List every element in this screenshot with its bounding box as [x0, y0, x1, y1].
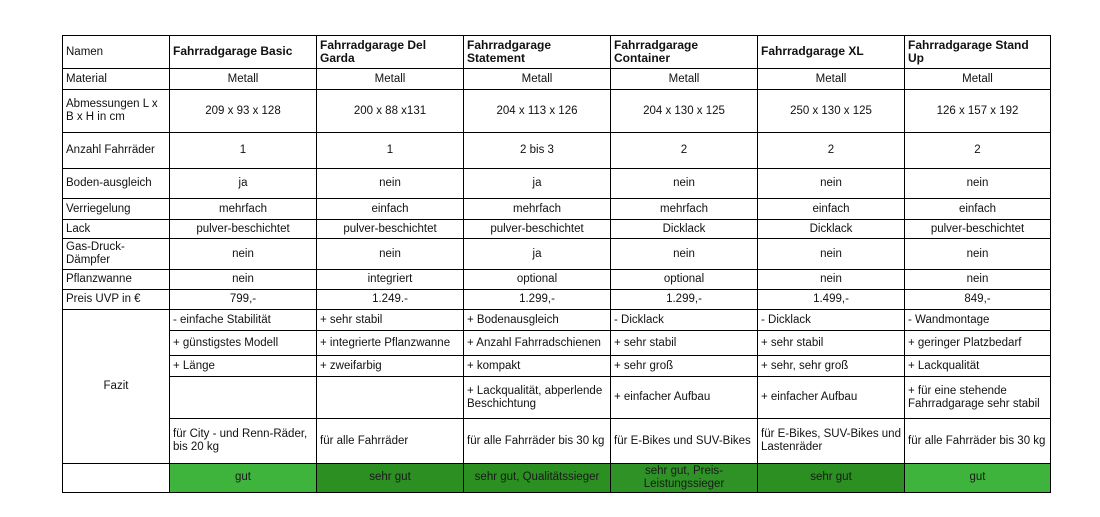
rating-badge: gut	[170, 464, 317, 493]
fazit-cell	[170, 377, 317, 419]
fazit-cell: + geringer Platzbedarf	[905, 331, 1051, 356]
fazit-cell: + zweifarbig	[317, 356, 464, 377]
fazit-row	[63, 419, 1051, 464]
fazit-row	[63, 331, 1051, 356]
row-label: Material	[63, 69, 170, 90]
spec-row-gas-damper	[63, 239, 1051, 270]
spec-cell: nein	[317, 239, 464, 270]
product-name-del-garda: Fahrradgarage Del Garda	[317, 36, 464, 69]
spec-cell: 1	[170, 133, 317, 169]
fazit-cell: + sehr stabil	[317, 310, 464, 331]
spec-cell: einfach	[905, 199, 1051, 220]
spec-cell: Metall	[464, 69, 611, 90]
spec-cell: nein	[317, 169, 464, 199]
row-label-names: Namen	[63, 36, 170, 69]
spec-cell: nein	[611, 169, 758, 199]
fazit-cell: + einfacher Aufbau	[758, 377, 905, 419]
spec-cell: mehrfach	[611, 199, 758, 220]
spec-cell: ja	[464, 239, 611, 270]
fazit-cell: - Dicklack	[611, 310, 758, 331]
spec-row-price	[63, 290, 1051, 310]
spec-cell: Metall	[170, 69, 317, 90]
fazit-label: Fazit	[63, 310, 170, 464]
price-cell: 1.299,-	[611, 290, 758, 310]
spec-cell: 2	[611, 133, 758, 169]
row-label: Verriegelung	[63, 199, 170, 220]
rating-row	[63, 464, 1051, 493]
fazit-cell: für alle Fahrräder bis 30 kg	[905, 419, 1051, 464]
spec-cell: optional	[611, 270, 758, 290]
rating-badge: sehr gut	[317, 464, 464, 493]
spec-cell: nein	[905, 270, 1051, 290]
spec-cell: Dicklack	[611, 220, 758, 239]
spec-cell: nein	[611, 239, 758, 270]
fazit-cell: + integrierte Pflanzwanne	[317, 331, 464, 356]
spec-row-material	[63, 69, 1051, 90]
spec-cell: 2	[905, 133, 1051, 169]
price-cell: 1.249.-	[317, 290, 464, 310]
spec-row-bike-count	[63, 133, 1051, 169]
spec-cell: 209 x 93 x 128	[170, 90, 317, 133]
spec-cell: 2	[758, 133, 905, 169]
spec-row-dimensions	[63, 90, 1051, 133]
spec-row-ground-leveling	[63, 169, 1051, 199]
product-name-xl: Fahrradgarage XL	[758, 36, 905, 69]
fazit-cell: + Länge	[170, 356, 317, 377]
spec-cell: nein	[758, 239, 905, 270]
spec-cell: 200 x 88 x131	[317, 90, 464, 133]
spec-cell: pulver-beschichtet	[170, 220, 317, 239]
fazit-cell: für City - und Renn-Räder, bis 20 kg	[170, 419, 317, 464]
spec-row-locking	[63, 199, 1051, 220]
fazit-cell: + sehr groß	[611, 356, 758, 377]
fazit-cell: + sehr stabil	[758, 331, 905, 356]
header-row	[63, 36, 1051, 69]
spec-cell: mehrfach	[170, 199, 317, 220]
fazit-cell: für E-Bikes und SUV-Bikes	[611, 419, 758, 464]
fazit-cell: - Dicklack	[758, 310, 905, 331]
fazit-cell: + für eine stehende Fahrradgarage sehr stabil	[905, 377, 1051, 419]
row-label: Anzahl Fahrräder	[63, 133, 170, 169]
spec-cell: pulver-beschichtet	[464, 220, 611, 239]
fazit-cell: - Wandmontage	[905, 310, 1051, 331]
spec-cell: Metall	[758, 69, 905, 90]
fazit-cell: für alle Fahrräder	[317, 419, 464, 464]
spec-cell: Dicklack	[758, 220, 905, 239]
fazit-cell: für alle Fahrräder bis 30 kg	[464, 419, 611, 464]
spec-cell: einfach	[317, 199, 464, 220]
product-name-container: Fahrradgarage Container	[611, 36, 758, 69]
fazit-cell: + sehr, sehr groß	[758, 356, 905, 377]
product-name-statement: Fahrradgarage Statement	[464, 36, 611, 69]
spec-cell: nein	[170, 239, 317, 270]
price-cell: 799,-	[170, 290, 317, 310]
spec-cell: Metall	[905, 69, 1051, 90]
spec-cell: 250 x 130 x 125	[758, 90, 905, 133]
row-label: Preis UVP in €	[63, 290, 170, 310]
row-label: Boden-ausgleich	[63, 169, 170, 199]
spec-cell: 126 x 157 x 192	[905, 90, 1051, 133]
rating-badge: sehr gut	[758, 464, 905, 493]
rating-badge: gut	[905, 464, 1051, 493]
fazit-cell: + Lackqualität, abperlende Beschichtung	[464, 377, 611, 419]
fazit-cell: + einfacher Aufbau	[611, 377, 758, 419]
price-cell: 1.299,-	[464, 290, 611, 310]
spec-cell: 1	[317, 133, 464, 169]
spec-cell: Metall	[317, 69, 464, 90]
price-cell: 849,-	[905, 290, 1051, 310]
spec-cell: ja	[170, 169, 317, 199]
spec-cell: mehrfach	[464, 199, 611, 220]
spec-cell: nein	[905, 169, 1051, 199]
product-name-basic: Fahrradgarage Basic	[170, 36, 317, 69]
fazit-cell: für E-Bikes, SUV-Bikes und Lastenräder	[758, 419, 905, 464]
rating-badge: sehr gut, Preis-Leistungssieger	[611, 464, 758, 493]
fazit-row	[63, 310, 1051, 331]
fazit-row	[63, 377, 1051, 419]
spec-row-paint	[63, 220, 1051, 239]
spec-cell: nein	[758, 270, 905, 290]
spec-cell: 204 x 113 x 126	[464, 90, 611, 133]
row-label: Lack	[63, 220, 170, 239]
spec-cell: 204 x 130 x 125	[611, 90, 758, 133]
row-label: Abmessungen L x B x H in cm	[63, 90, 170, 133]
spec-cell: ja	[464, 169, 611, 199]
row-label: Pflanzwanne	[63, 270, 170, 290]
fazit-cell: + sehr stabil	[611, 331, 758, 356]
spec-cell: nein	[758, 169, 905, 199]
row-label: Gas-Druck-Dämpfer	[63, 239, 170, 270]
fazit-cell: - einfache Stabilität	[170, 310, 317, 331]
spec-cell: nein	[905, 239, 1051, 270]
fazit-cell: + Anzahl Fahrradschienen	[464, 331, 611, 356]
spec-row-planter	[63, 270, 1051, 290]
spec-cell: Metall	[611, 69, 758, 90]
comparison-table	[62, 35, 1051, 493]
fazit-cell: + günstigstes Modell	[170, 331, 317, 356]
product-name-stand-up: Fahrradgarage Stand Up	[905, 36, 1051, 69]
spec-cell: pulver-beschichtet	[905, 220, 1051, 239]
rating-row-label	[63, 464, 170, 493]
rating-badge: sehr gut, Qualitätssieger	[464, 464, 611, 493]
fazit-row	[63, 356, 1051, 377]
spec-cell: integriert	[317, 270, 464, 290]
spec-cell: einfach	[758, 199, 905, 220]
price-cell: 1.499,-	[758, 290, 905, 310]
fazit-cell: + Lackqualität	[905, 356, 1051, 377]
spec-cell: nein	[170, 270, 317, 290]
spec-cell: pulver-beschichtet	[317, 220, 464, 239]
spec-cell: optional	[464, 270, 611, 290]
fazit-cell	[317, 377, 464, 419]
spec-cell: 2 bis 3	[464, 133, 611, 169]
fazit-cell: + kompakt	[464, 356, 611, 377]
fazit-cell: + Bodenausgleich	[464, 310, 611, 331]
